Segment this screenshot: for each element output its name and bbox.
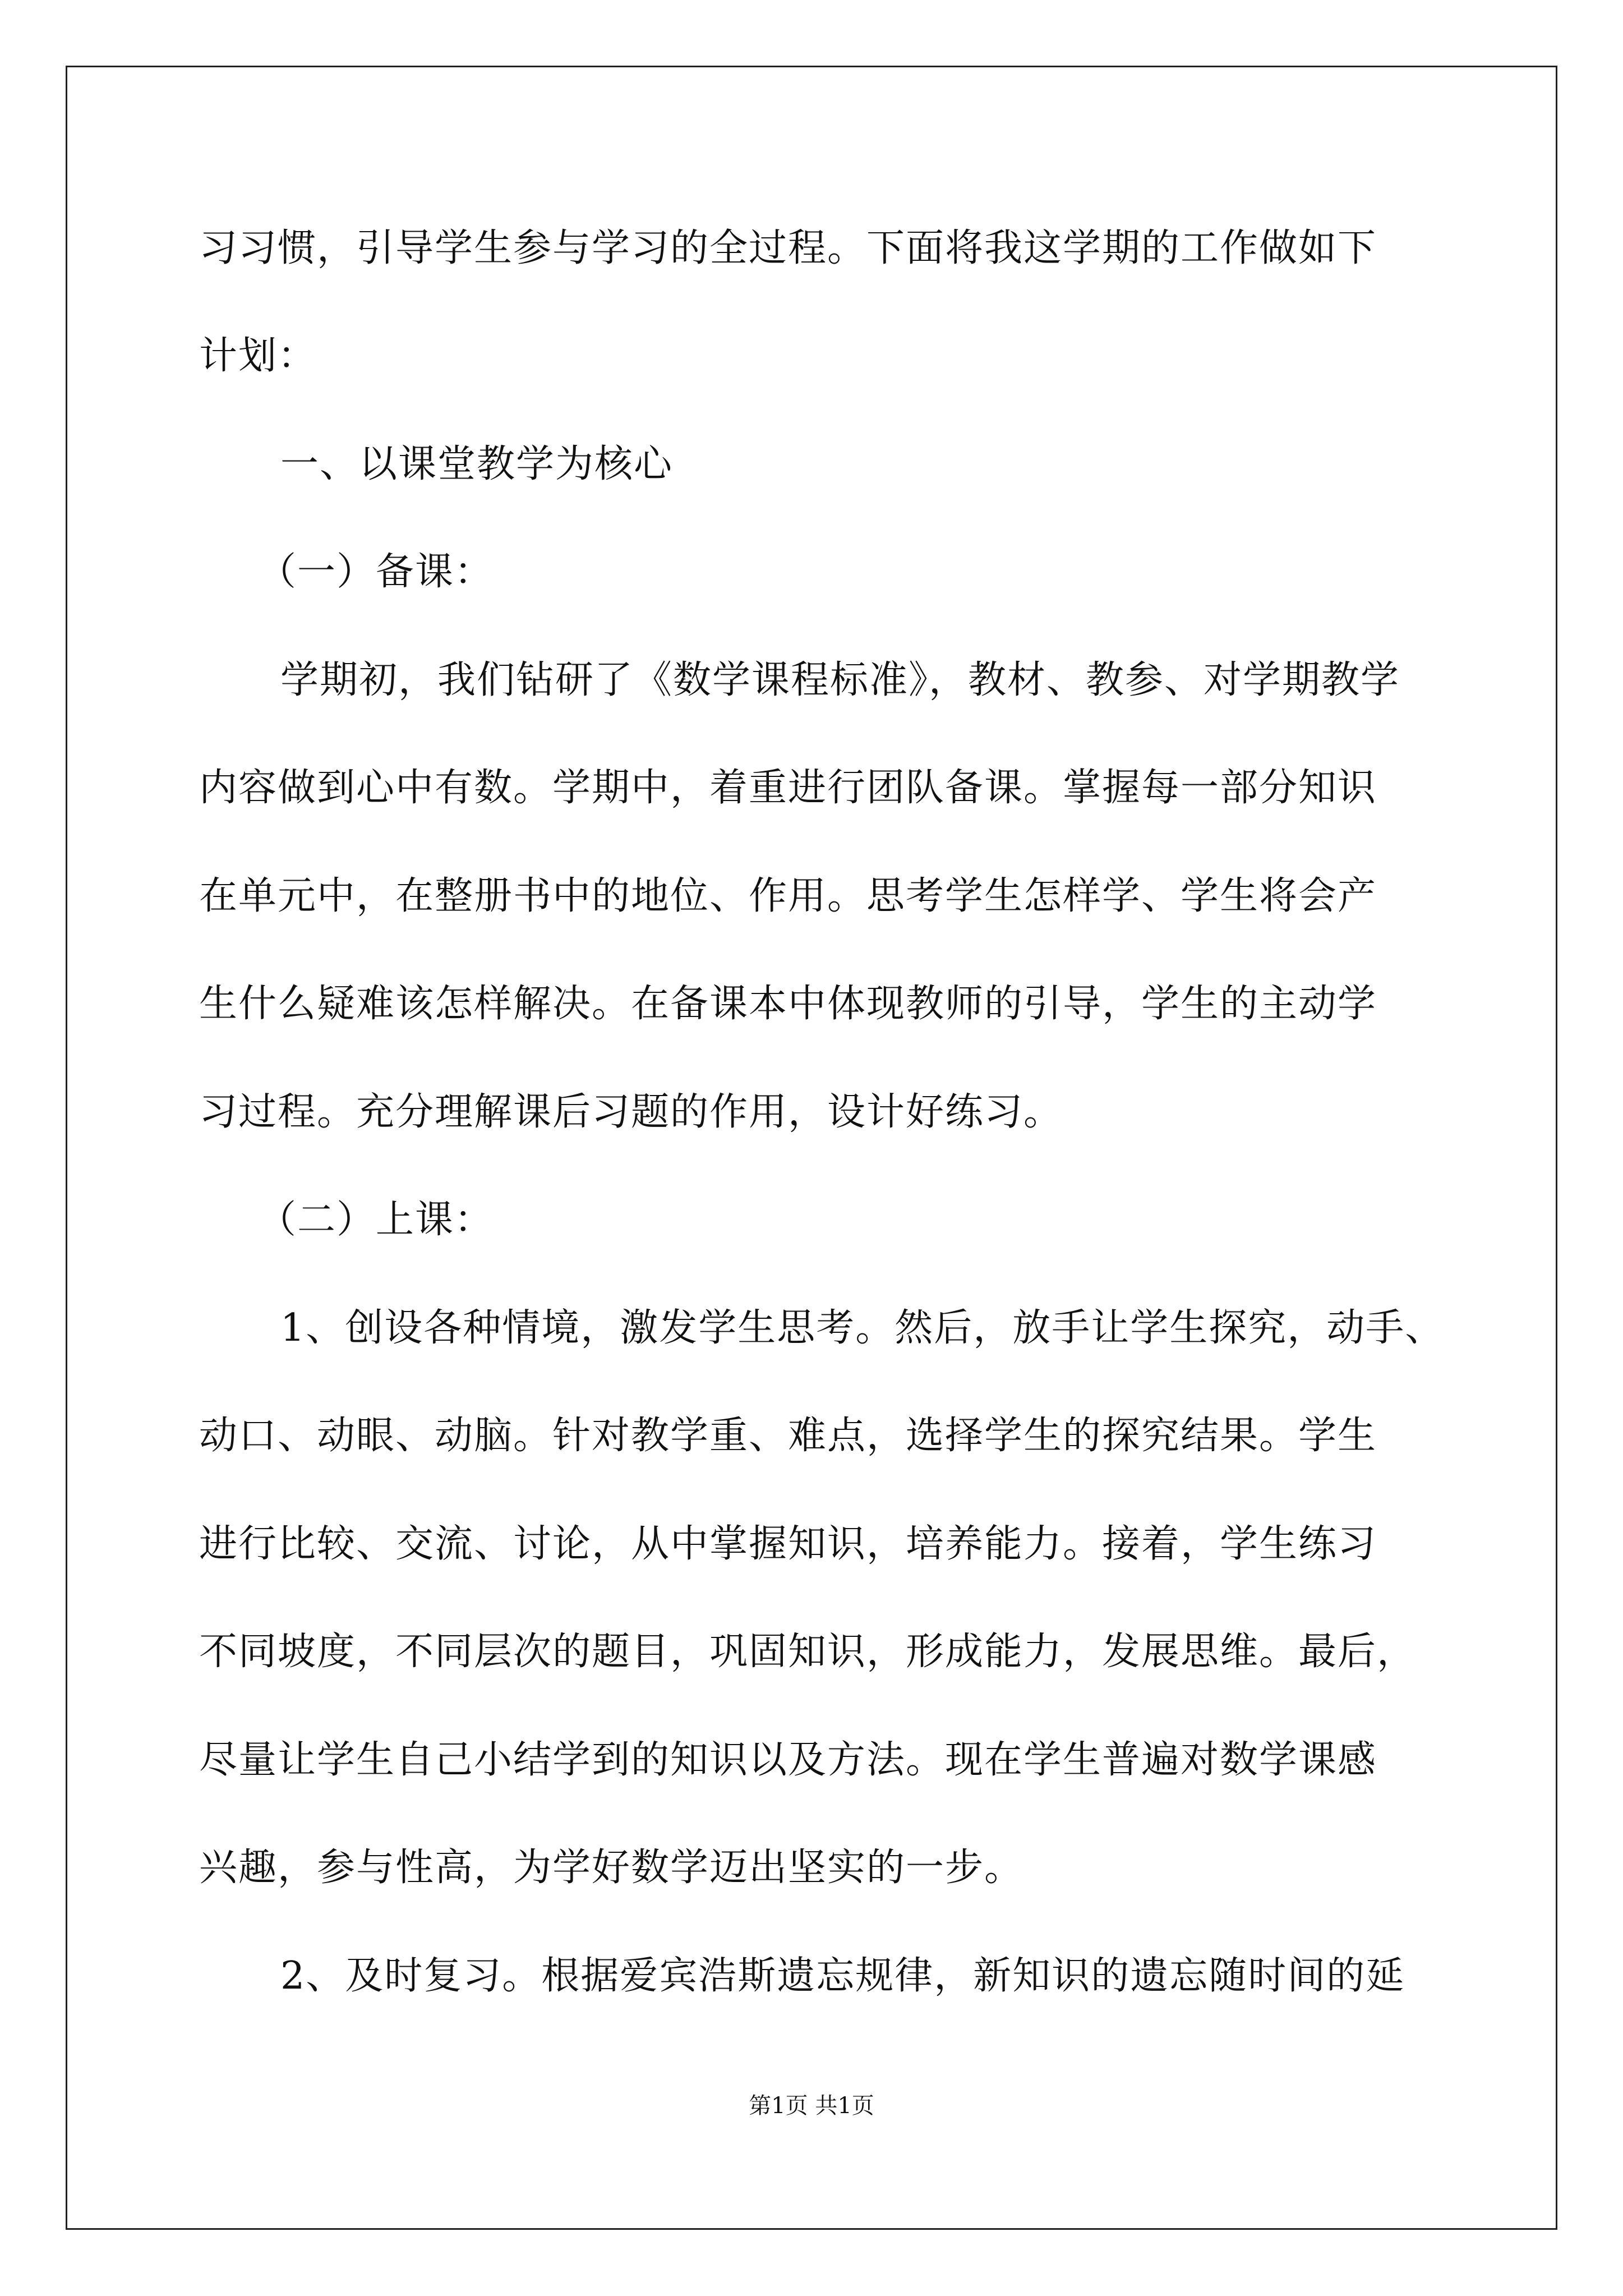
text-line: 学期初，我们钻研了《数学课程标准》，教材、教参、对学期教学: [280, 658, 1400, 702]
text-line: 习过程。充分理解课后习题的作用，设计好练习。: [199, 1090, 1063, 1134]
section-heading: 一、以课堂教学为核心: [280, 442, 674, 486]
page-footer: 第1页 共1页: [749, 2093, 874, 2119]
text-line: 进行比较、交流、讨论，从中掌握知识，培养能力。接着，学生练习: [199, 1522, 1377, 1566]
text-line: 兴趣，参与性高，为学好数学迈出坚实的一步。: [199, 1846, 1024, 1890]
text-line: 2、及时复习。根据爱宾浩斯遗忘规律，新知识的遗忘随时间的延: [280, 1954, 1405, 1998]
text-line: 动口、动眼、动脑。针对教学重、难点，选择学生的探究结果。学生: [199, 1414, 1377, 1458]
subsection-heading: （二）上课：: [258, 1198, 494, 1242]
text-line: 1、创设各种情境，激发学生思考。然后，放手让学生探究，动手、: [280, 1306, 1445, 1350]
text-line: 内容做到心中有数。学期中，着重进行团队备课。掌握每一部分知识: [199, 766, 1377, 810]
text-line: 计划：: [199, 334, 317, 378]
text-line: 生什么疑难该怎样解决。在备课本中体现教师的引导，学生的主动学: [199, 982, 1377, 1026]
text-line: 在单元中，在整册书中的地位、作用。思考学生怎样学、学生将会产: [199, 874, 1377, 918]
text-line: 尽量让学生自己小结学到的知识以及方法。现在学生普遍对数学课感: [199, 1738, 1377, 1782]
subsection-heading: （一）备课：: [258, 550, 494, 594]
text-line: 习习惯，引导学生参与学习的全过程。下面将我这学期的工作做如下: [199, 226, 1377, 270]
text-line: 不同坡度，不同层次的题目，巩固知识，形成能力，发展思维。最后，: [199, 1630, 1417, 1674]
page-border: [66, 66, 1557, 2230]
